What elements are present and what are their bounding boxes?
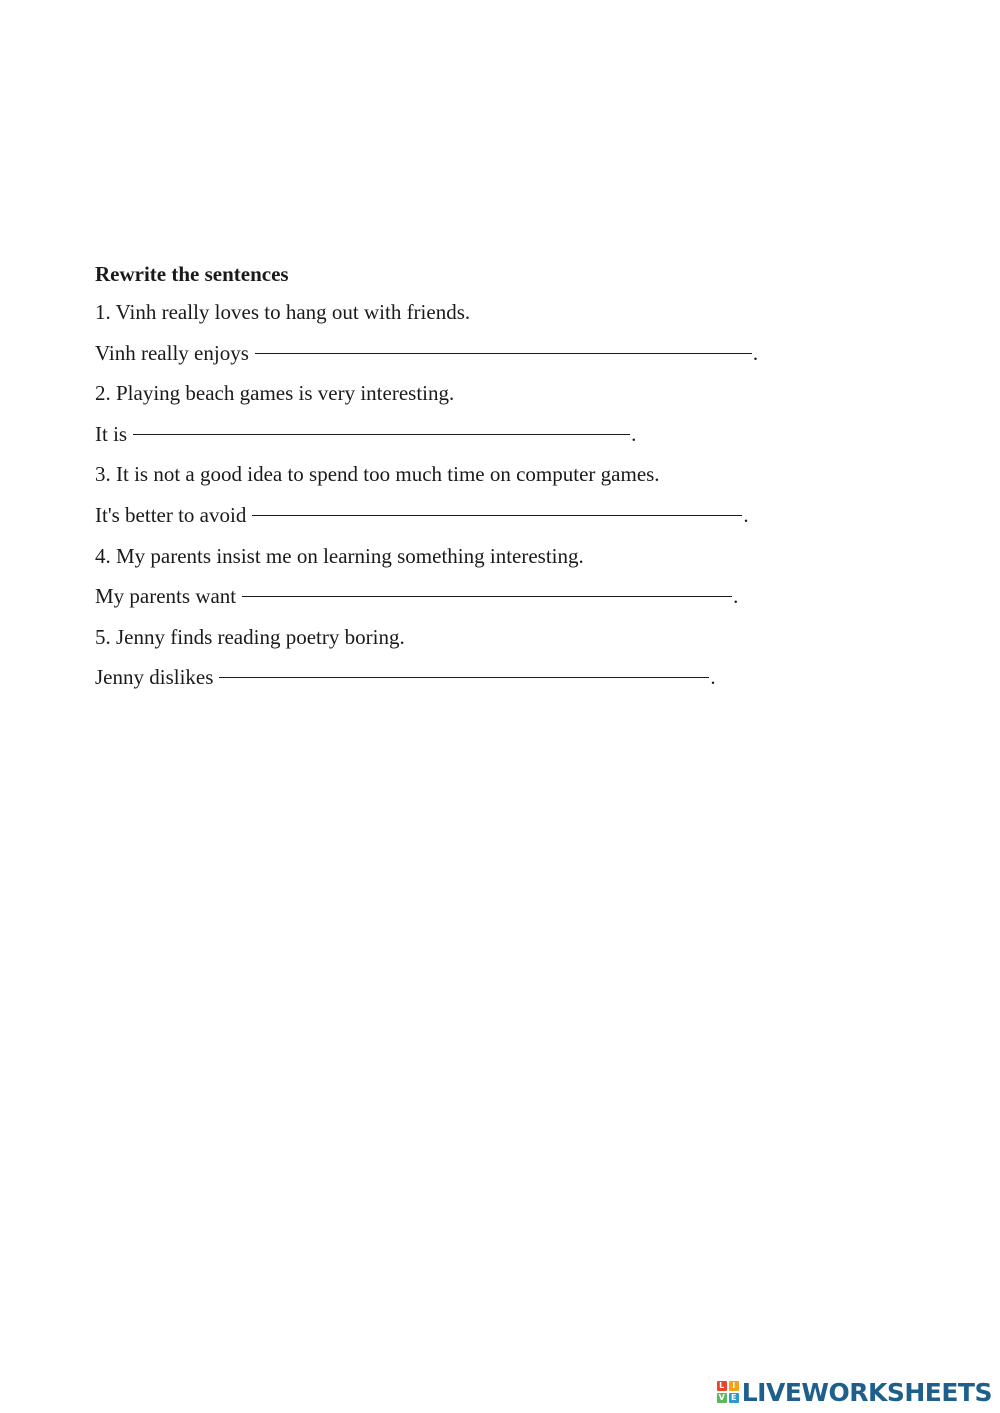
answer-prompt-1: Vinh really enjoys: [95, 340, 249, 365]
answer-blank-3: [252, 495, 742, 516]
answer-line-2: [95, 414, 915, 455]
liveworksheets-logo[interactable]: [717, 1374, 992, 1410]
question-5: 5. Jenny finds reading poetry boring.: [95, 624, 405, 649]
question-4: 4. My parents insist me on learning something interesting.: [95, 543, 584, 568]
logo-cell-i: I: [729, 1381, 739, 1391]
answer-blank-4: [242, 576, 732, 597]
answer-input-2[interactable]: [133, 424, 630, 444]
logo-cell-v: V: [718, 1393, 725, 1402]
answer-line-1: [95, 333, 915, 374]
worksheet: [95, 256, 915, 698]
answer-prompt-2: It is: [95, 421, 128, 446]
answer-end-1: .: [752, 340, 759, 365]
liveworksheets-logo-icon: [717, 1381, 739, 1403]
answer-input-1[interactable]: [255, 343, 752, 363]
answer-prompt-4: My parents want: [95, 584, 237, 609]
question-1: 1. Vinh really loves to hang out with friends.: [95, 300, 471, 324]
answer-line-4: [95, 576, 915, 617]
answer-blank-5: [219, 657, 709, 678]
answer-input-3[interactable]: [252, 505, 742, 525]
answer-prompt-5: Jenny dislikes: [95, 665, 214, 690]
answer-blank-2: [133, 414, 630, 435]
logo-cell-l: L: [717, 1381, 727, 1391]
answer-end-3: .: [743, 502, 749, 527]
answer-end-2: .: [631, 421, 637, 446]
answer-prompt-3: It's better to avoid: [95, 502, 247, 527]
answer-end-4: .: [733, 584, 739, 609]
liveworksheets-logo-text: LIVEWORKSHEETS: [741, 1377, 992, 1407]
logo-cell-e: E: [729, 1393, 739, 1403]
question-3: 3. It is not a good idea to spend too much time on computer games.: [95, 462, 660, 487]
worksheet-title: Rewrite the sentences: [95, 262, 289, 286]
answer-input-4[interactable]: [242, 587, 732, 607]
answer-end-5: .: [710, 665, 716, 690]
answer-line-5: [95, 657, 915, 698]
answer-input-5[interactable]: [219, 668, 709, 688]
question-2: 2. Playing beach games is very interesting.: [95, 381, 455, 406]
answer-line-3: [95, 495, 915, 536]
answer-blank-1: [255, 333, 752, 354]
